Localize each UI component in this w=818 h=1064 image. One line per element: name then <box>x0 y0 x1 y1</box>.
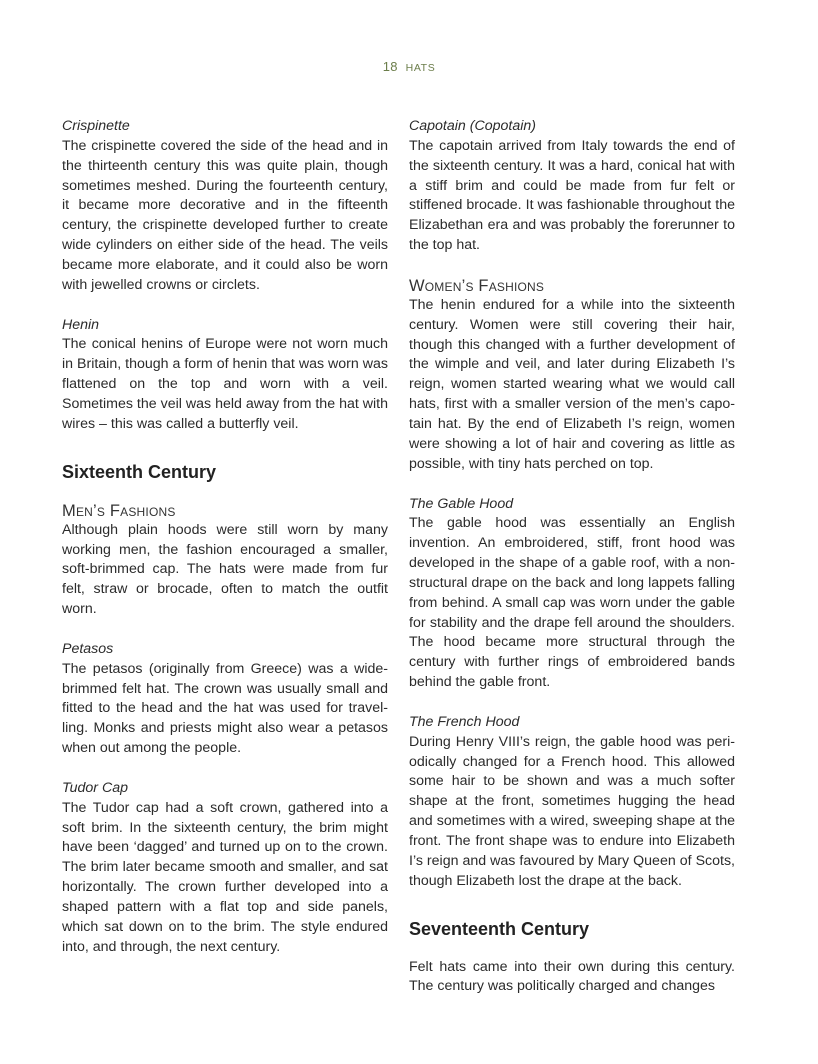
entry-french-hood <box>409 713 735 892</box>
left-column <box>62 117 388 978</box>
entry-body: Although plain hoods were still worn by many working men, the fashion encouraged a smaller, soft-brimmed cap. The hats were made from fur felt, straw or brocade, often to match the outfit worn. <box>62 521 388 618</box>
entry-body: During Henry VIII’s reign, the gable hood was periodically changed for a French hood. This allowed some hair to be shown and was a much softer shape at the front, sometimes hugging the head and sometimes with a wired, sweeping shape at the front. The front shape was to endure into Elizabeth I’s reign and was favoured by Mary Queen of Scots, though Elizabeth lost the drape at the back. <box>409 733 735 889</box>
entry-body: The petasos (originally from Greece) was a widebrimmed felt hat. The crown was usually small and fitted to the head and the hat was used for travelling. Monks and priests might also wear a petasos when out among the people. <box>62 660 388 757</box>
right-column <box>409 117 735 997</box>
section-heading-seventeenth-century: Seventeenth Century <box>409 918 590 939</box>
entry-title: The French Hood <box>409 713 520 730</box>
entry-tudor-cap <box>62 779 388 958</box>
entry-title: Tudor Cap <box>62 779 128 796</box>
entry-crispinette <box>62 117 388 296</box>
entry-body: Felt hats came into their own during this century. The century was politically charged and changes <box>409 958 735 995</box>
entry-petasos <box>62 640 388 759</box>
entry-title: Crispinette <box>62 118 130 134</box>
section-title: HATS <box>405 62 436 74</box>
entry-body: The capotain arrived from Italy towards the end of the sixteenth century. It was a hard, conical hat with a stiff brim and could be made from fur felt or stiffened brocade. It was fashionable throughout the Elizabethan era and was probably the forerunner to the top hat. <box>409 137 735 254</box>
mens-fashions <box>62 501 388 620</box>
section-heading-sixteenth-century: Sixteenth Century <box>62 461 217 482</box>
entry-title: The Gable Hood <box>409 495 514 512</box>
entry-title: Henin <box>62 316 100 333</box>
subheading-womens-fashions: Women’s Fashions <box>409 276 545 295</box>
entry-title: Petasos <box>62 640 114 657</box>
entry-body: The Tudor cap had a soft crown, gathered into a soft brim. In the sixteenth century, the brim might have been ‘dagged’ and turned up on to the crown. The brim later became smooth and smaller, and sat horizontally. The crown further developed into a shaped pattern with a flat top and side panels, which sat down on to the brim. The style endured into, and through, the next century. <box>62 799 388 955</box>
entry-body: The conical henins of Europe were not worn much in Britain, though a form of henin that was worn was flattened on the top and worn with a veil. Sometimes the veil was held away from the hat with wires – this was called a butterfly veil. <box>62 336 388 432</box>
subheading-mens-fashions: Men’s Fashions <box>62 501 176 520</box>
entry-gable-hood <box>409 495 735 693</box>
entry-body: The crispinette covered the side of the head and in the thirteenth century this was quite plain, though sometimes meshed. During the fourteenth century, it became more decorative and in the fifteenth century, the crispinette developed further to create wide cylinders on either side of the head. The veils became more elaborate, and it could also be worn with jewelled crowns or circlets. <box>62 137 388 293</box>
entry-henin <box>62 316 388 435</box>
page-number: 18 <box>382 59 398 74</box>
entry-title: Capotain (Copotain) <box>409 118 536 134</box>
running-head <box>0 59 818 74</box>
entry-body: The henin endured for a while into the sixteenth century. Women were still covering their hair, though this changed with a further development of the wimple and veil, and later during Elizabeth I’s reign, women started wearing what we would call hats, first with a smaller version of the men’s capotain hat. By the end of Elizabeth I’s reign, women were showing a lot of hair and covering as little as possible, with tiny hats perched on top. <box>409 296 735 472</box>
womens-fashions <box>409 276 735 475</box>
entry-capotain <box>409 117 735 256</box>
entry-body: The gable hood was essentially an English invention. An embroidered, stiff, front hood was developed in the shape of a gable roof, with a non-structural drape on the back and long lappets falling from behind. A small cap was worn under the gable for stability and the drape fell around the shoulders. The hood became more structural through the century with further rings of embroidered bands behind the gable front. <box>409 515 735 691</box>
